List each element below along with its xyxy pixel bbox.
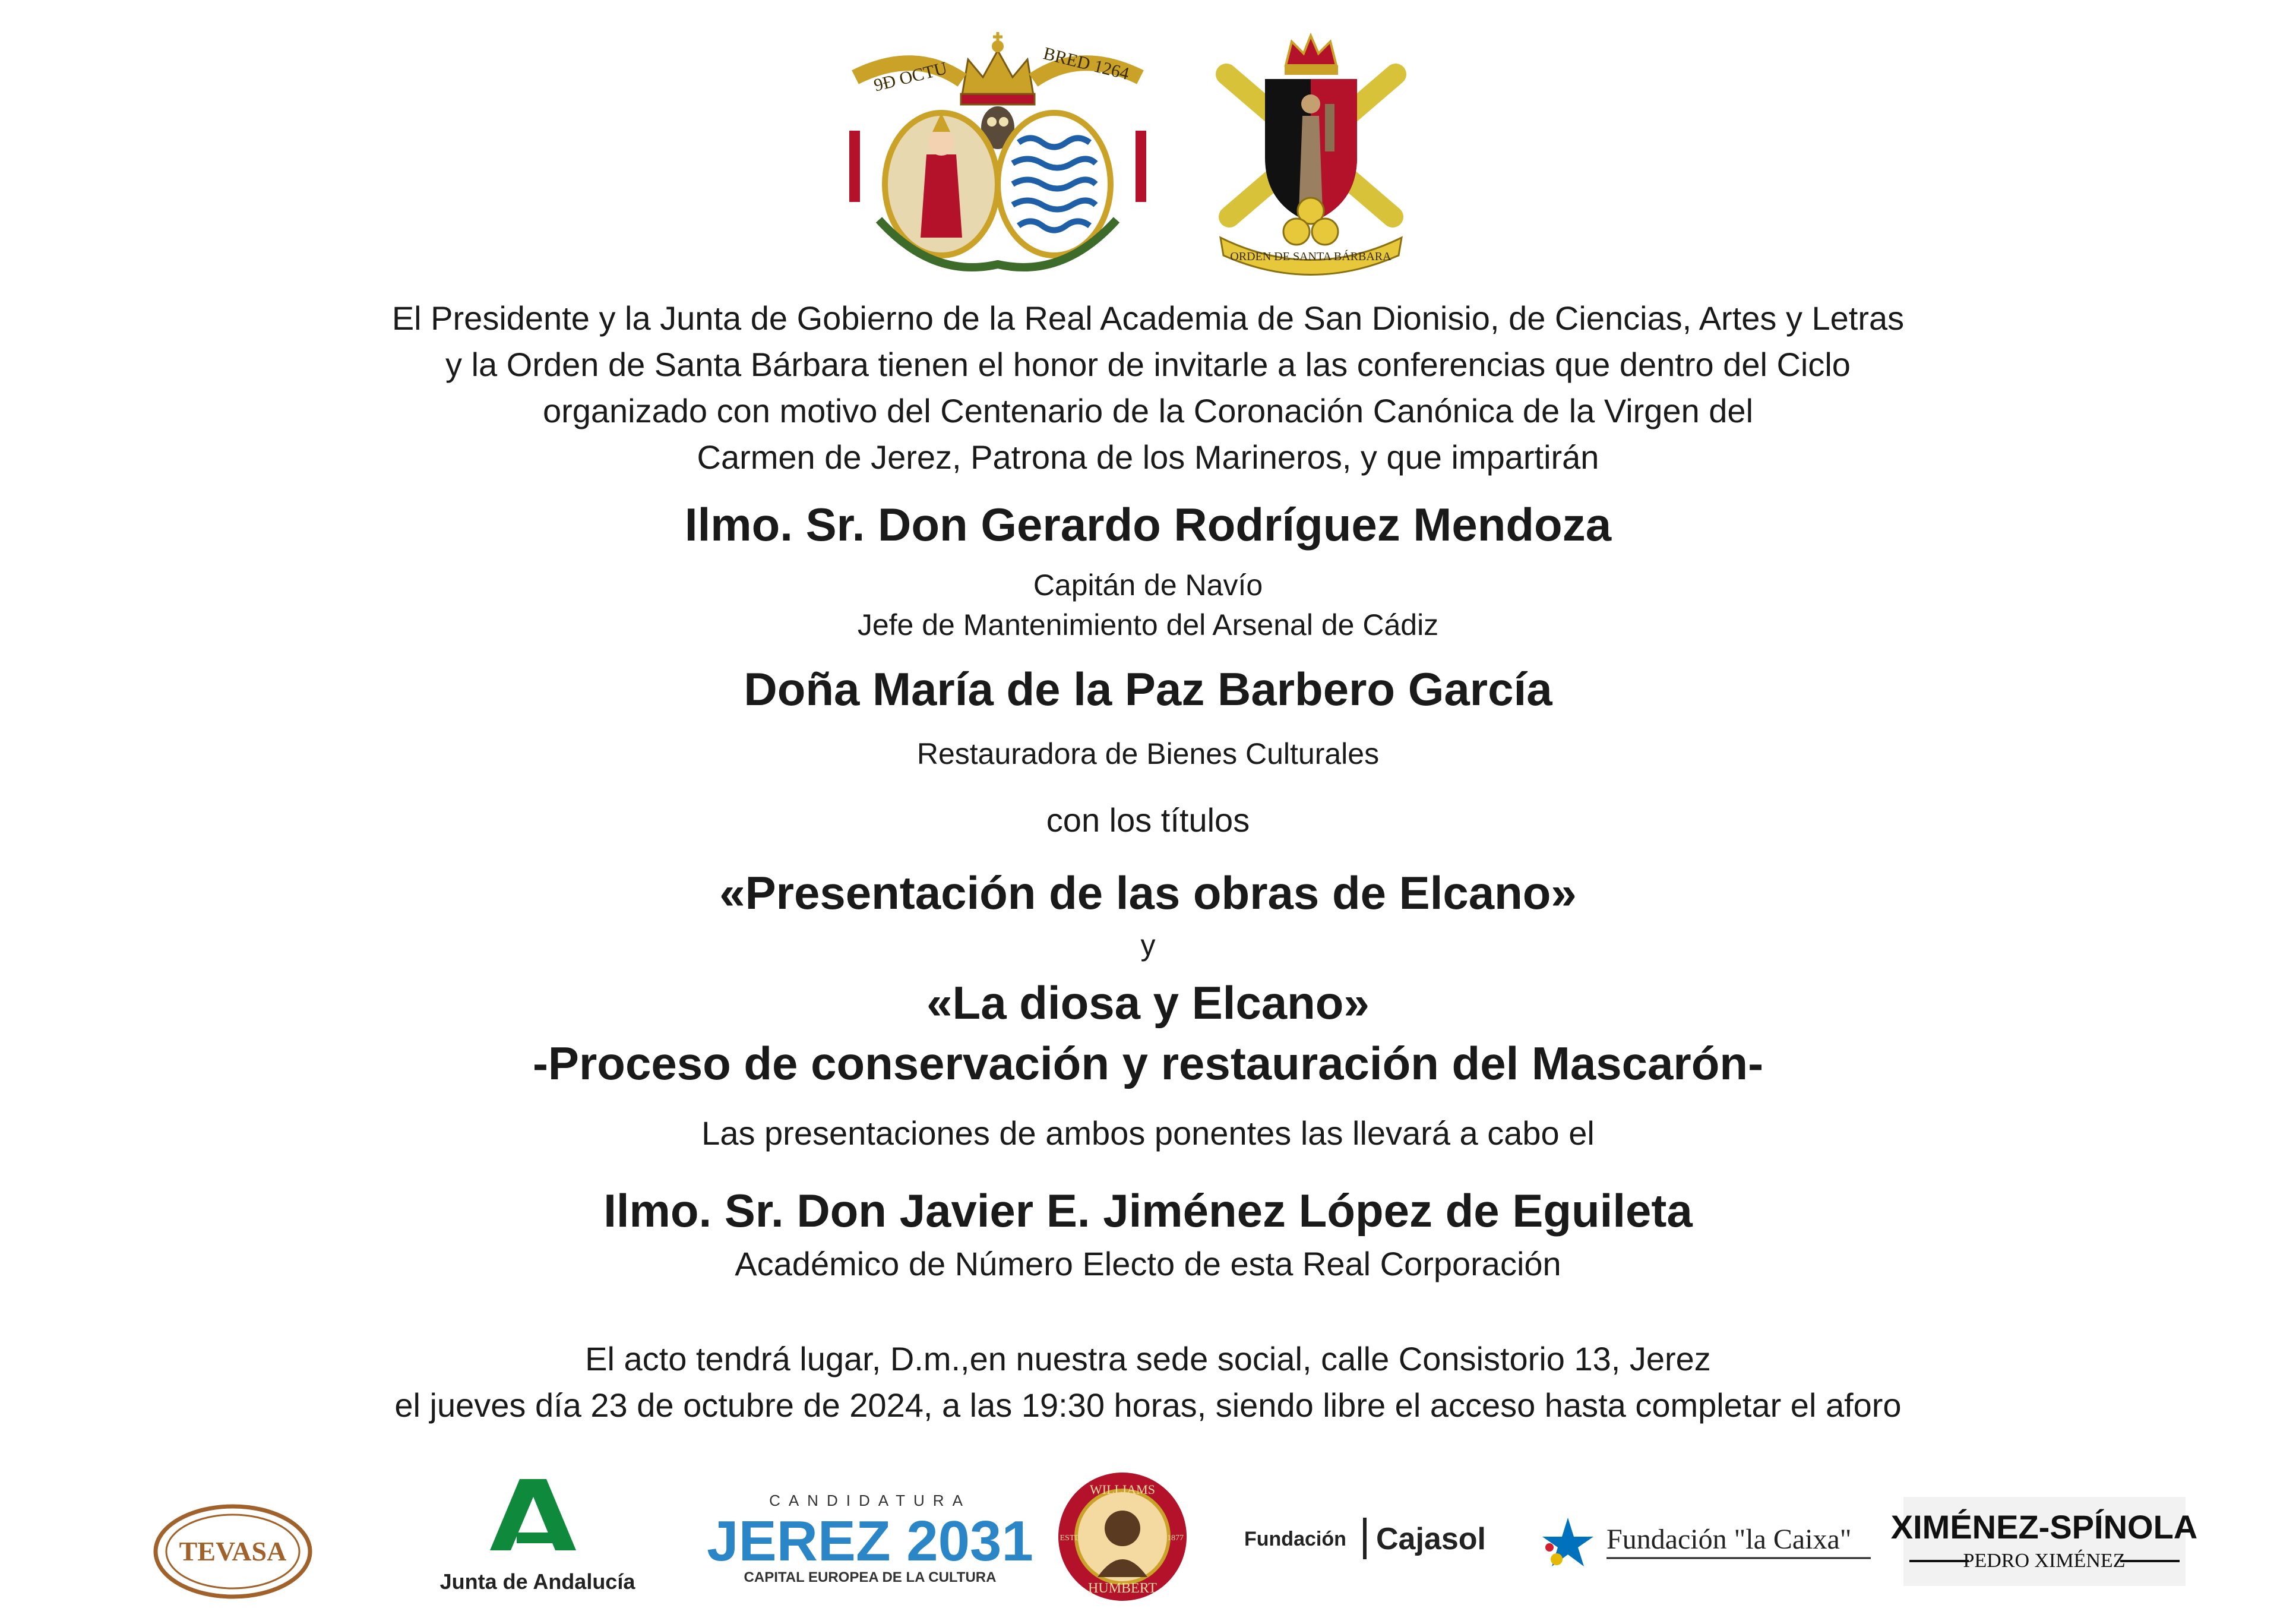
intro-line: organizado con motivo del Centenario de la Coronación Canónica de la Virgen del [542, 392, 1754, 429]
academy-motto-right: BRED 1264 [1041, 43, 1131, 84]
junta-andalucia-logo [428, 1473, 647, 1598]
junta-text: Junta de Andalucía [439, 1569, 635, 1594]
junta-a-icon [490, 1479, 576, 1550]
lecture-title-2-subtitle: -Proceso de conservación y restauración del Mascarón- [532, 1037, 1764, 1089]
invitation-intro [0, 295, 2296, 481]
titles-intro: con los títulos [1046, 801, 1250, 839]
speaker1-role-rank: Capitán de Navío [1033, 568, 1263, 602]
crown-icon [961, 32, 1035, 105]
jerez-candidatura-text: CANDIDATURA [769, 1492, 971, 1509]
humbert-text: HUMBERT [1088, 1581, 1157, 1596]
pedro-ximenez-text: PEDRO XIMÉNEZ [1963, 1550, 2126, 1572]
speaker2-role: Restauradora de Bienes Culturales [916, 737, 1380, 770]
lecture-title-2: «La diosa y Elcano» [926, 977, 1370, 1029]
event-location: El acto tendrá lugar, D.m.,en nuestra sede social, calle Consistorio 13, Jerez [585, 1340, 1711, 1377]
ximenez-spinola-logo [1890, 1497, 2198, 1586]
presenter-intro: Las presentaciones de ambos ponentes las llevará a cabo el [701, 1114, 1595, 1152]
orden-santa-barbara-crest [1209, 33, 1413, 276]
tevasa-logo [151, 1503, 315, 1601]
williams-text: WILLIAMS [1090, 1482, 1155, 1497]
title-conjunction: y [1140, 928, 1156, 962]
real-academia-crest [843, 24, 1152, 279]
intro-line: Carmen de Jerez, Patrona de los Marineros, y que impartirán [697, 438, 1599, 476]
williams-humbert-logo [1056, 1470, 1190, 1604]
academy-motto-left: 9Ð OCTU [872, 58, 950, 96]
williams-year-text: 1877 [1167, 1534, 1184, 1543]
speaker1-role-position: Jefe de Mantenimiento del Arsenal de Cádiz [857, 608, 1439, 642]
speaker2-name: Doña María de la Paz Barbero García [744, 663, 1552, 715]
order-banner-text: ORDEN DE SANTA BÁRBARA [1230, 250, 1391, 263]
intro-line: y la Orden de Santa Bárbara tienen el honor de invitarle a las conferencias que dentro del Ciclo [445, 346, 1851, 383]
fundacion-la-caixa-logo [1541, 1512, 1874, 1571]
ximenez-text: XIMÉNEZ-SPÍNOLA [1890, 1508, 2198, 1546]
lecture-title-1: «Presentación de las obras de Elcano» [719, 867, 1577, 919]
cajasol-text: Cajasol [1376, 1522, 1486, 1556]
jerez-capital-text: CAPITAL EUROPEA DE LA CULTURA [744, 1569, 997, 1585]
caixa-text: Fundación "la Caixa" [1606, 1524, 1852, 1555]
williams-estd-text: ESTD [1060, 1534, 1081, 1543]
intro-line: El Presidente y la Junta de Gobierno de la Real Academia de San Dionisio, de Ciencias, Artes y Letras [391, 299, 1905, 337]
cajasol-prefix-text: Fundación [1244, 1528, 1346, 1550]
event-date-time: el jueves día 23 de octubre de 2024, a las 19:30 horas, siendo libre el acceso hasta completar el aforo [394, 1386, 1902, 1424]
jerez-2031-text: JEREZ 2031 [707, 1509, 1033, 1573]
fundacion-cajasol-logo [1244, 1509, 1506, 1568]
presenter-role: Académico de Número Electo de esta Real Corporación [735, 1245, 1561, 1282]
tevasa-text: TEVASA [179, 1536, 287, 1566]
jerez-2031-logo [707, 1488, 1033, 1589]
speaker1-name: Ilmo. Sr. Don Gerardo Rodríguez Mendoza [684, 498, 1612, 551]
presenter-name: Ilmo. Sr. Don Javier E. Jiménez López de Eguileta [603, 1184, 1693, 1237]
caixa-star-icon [1542, 1518, 1593, 1566]
